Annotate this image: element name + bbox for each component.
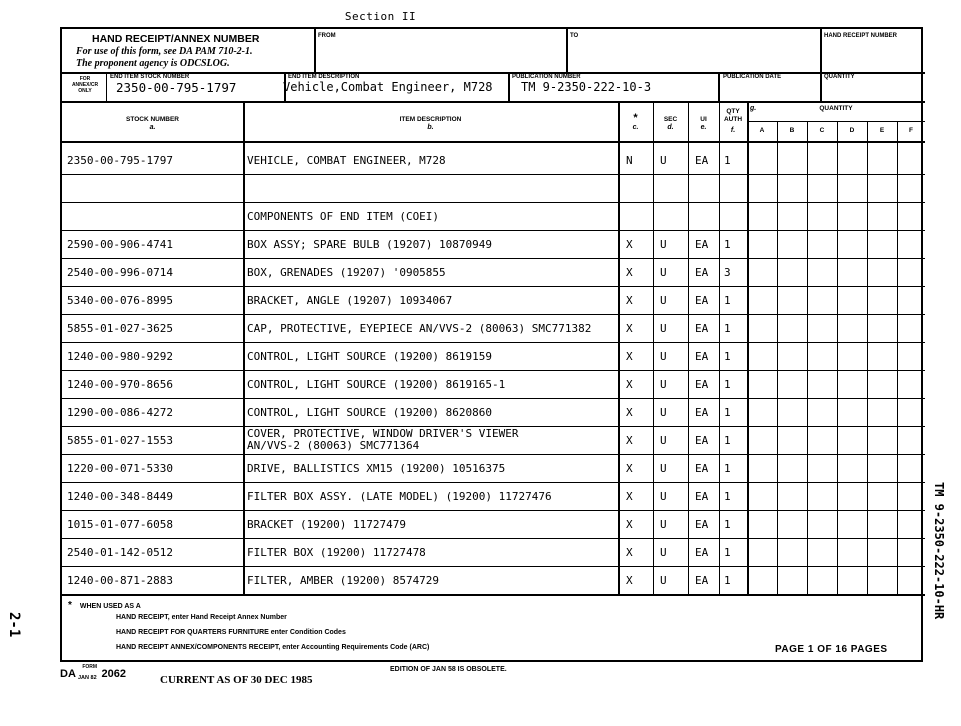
cell-qty-auth: 1 bbox=[724, 489, 731, 503]
cell-ui: EA bbox=[695, 293, 709, 307]
cell-sec: U bbox=[660, 489, 667, 503]
col-sub-a: A bbox=[759, 127, 765, 134]
cell-sec bbox=[660, 174, 686, 202]
col-item-description bbox=[243, 116, 618, 132]
cell-item-description: BRACKET, ANGLE (19207) 10934067 bbox=[247, 293, 453, 307]
cell-star bbox=[626, 202, 651, 230]
cell-item-description: CONTROL, LIGHT SOURCE (19200) 8619159 bbox=[247, 349, 493, 363]
form-id-da: DA bbox=[60, 668, 76, 680]
footnotes bbox=[68, 600, 429, 653]
pub-number-value: TM 9-2350-222-10-3 bbox=[521, 80, 652, 94]
col-qty-auth bbox=[719, 108, 747, 135]
col-sub-b: B bbox=[789, 127, 795, 134]
footnote-line-3: HAND RECEIPT ANNEX/COMPONENTS RECEIPT, enter Accounting Requirements Code (ARC) bbox=[116, 644, 430, 651]
cell-stock-number bbox=[67, 202, 241, 230]
to-label: TO bbox=[570, 33, 579, 39]
footnote-line-2: HAND RECEIPT FOR QUARTERS FURNITURE enter Condition Codes bbox=[116, 629, 346, 636]
for-annex-label bbox=[65, 76, 105, 94]
cell-ui: EA bbox=[695, 461, 709, 475]
cell-ui: EA bbox=[695, 405, 709, 419]
col-sub-e: E bbox=[879, 127, 885, 134]
cell-sec: U bbox=[660, 237, 667, 251]
pub-date-label: PUBLICATION DATE bbox=[723, 74, 782, 80]
cell-star: X bbox=[626, 349, 633, 363]
col-quantity-group: QUANTITY bbox=[819, 105, 853, 112]
col-qty-auth-line-2: AUTH bbox=[723, 116, 743, 123]
cell-stock-number: 1240-00-871-2883 bbox=[67, 573, 173, 587]
cell-star: X bbox=[626, 489, 633, 503]
side-text-left: 2-1 bbox=[6, 612, 22, 638]
cell-sec: U bbox=[660, 349, 667, 363]
form-id-number: 2062 bbox=[101, 668, 127, 680]
cell-qty-auth: 1 bbox=[724, 321, 731, 335]
cell-stock-number: 1290-00-086-4272 bbox=[67, 405, 173, 419]
cell-sec: U bbox=[660, 433, 667, 447]
cell-sec: U bbox=[660, 321, 667, 335]
cell-sec: U bbox=[660, 573, 667, 587]
col-ui bbox=[688, 116, 719, 132]
table-row bbox=[62, 454, 925, 482]
cell-ui: EA bbox=[695, 153, 709, 167]
section-title: Section II bbox=[344, 10, 417, 23]
cell-qty-auth bbox=[724, 174, 746, 202]
col-quantity-g: g. bbox=[750, 105, 757, 112]
table-row bbox=[62, 286, 925, 314]
cell-qty-auth bbox=[724, 202, 746, 230]
col-ui-letter: e. bbox=[700, 124, 707, 131]
for-annex-line-1: FOR bbox=[79, 76, 91, 82]
footnote-heading bbox=[68, 600, 429, 612]
col-sub-d: D bbox=[849, 127, 855, 134]
cell-item-description: BOX, GRENADES (19207) '0905855 bbox=[247, 265, 446, 279]
col-item-description-letter: b. bbox=[427, 124, 434, 131]
cell-stock-number: 1220-00-071-5330 bbox=[67, 461, 173, 475]
cell-stock-number bbox=[67, 174, 241, 202]
col-sub-c: C bbox=[819, 127, 825, 134]
cell-star: X bbox=[626, 377, 633, 391]
table-row bbox=[62, 370, 925, 398]
pub-number-label: PUBLICATION NUMBER bbox=[512, 74, 581, 80]
cell-item-description: FILTER BOX (19200) 11727478 bbox=[247, 545, 426, 559]
table-row bbox=[62, 482, 925, 510]
cell-sec: U bbox=[660, 517, 667, 531]
hand-receipt-form bbox=[60, 27, 923, 662]
cell-qty-auth: 1 bbox=[724, 237, 731, 251]
cell-star: N bbox=[626, 153, 633, 167]
col-item-description-label: ITEM DESCRIPTION bbox=[399, 116, 462, 123]
cell-star: X bbox=[626, 433, 633, 447]
cell-stock-number: 1240-00-980-9292 bbox=[67, 349, 173, 363]
cell-ui bbox=[695, 174, 719, 202]
cell-item-description: FILTER BOX ASSY. (LATE MODEL) (19200) 11727476 bbox=[247, 489, 552, 503]
cell-stock-number: 2350-00-795-1797 bbox=[67, 153, 173, 167]
table-row bbox=[62, 426, 925, 454]
cell-ui: EA bbox=[695, 321, 709, 335]
end-item-desc-label: END ITEM DESCRIPTION bbox=[288, 74, 360, 80]
cell-ui: EA bbox=[695, 573, 709, 587]
cell-star: X bbox=[626, 265, 633, 279]
col-sec-label: SEC bbox=[663, 116, 678, 123]
col-qty-letter: f. bbox=[730, 127, 736, 134]
cell-star bbox=[626, 174, 651, 202]
cell-sec: U bbox=[660, 545, 667, 559]
cell-sec: U bbox=[660, 293, 667, 307]
cell-stock-number: 5855-01-027-3625 bbox=[67, 321, 173, 335]
cell-stock-number: 1240-00-970-8656 bbox=[67, 377, 173, 391]
cell-stock-number: 2590-00-906-4741 bbox=[67, 237, 173, 251]
col-qty-auth-line-1: QTY bbox=[726, 108, 740, 115]
cell-stock-number: 5340-00-076-8995 bbox=[67, 293, 173, 307]
cell-item-description: BOX ASSY; SPARE BULB (19207) 10870949 bbox=[247, 237, 493, 251]
cell-ui: EA bbox=[695, 349, 709, 363]
quantity-label: QUANTITY bbox=[824, 74, 855, 80]
footnote-star: * bbox=[68, 600, 72, 611]
table-row bbox=[62, 314, 925, 342]
cell-sec: U bbox=[660, 265, 667, 279]
cell-qty-auth: 1 bbox=[724, 349, 731, 363]
end-item-stock-label: END ITEM STOCK NUMBER bbox=[110, 74, 190, 80]
form-id-date: JAN 82 bbox=[78, 675, 97, 681]
cell-ui: EA bbox=[695, 489, 709, 503]
cell-ui: EA bbox=[695, 265, 709, 279]
cell-sec: U bbox=[660, 377, 667, 391]
cell-item-description: CONTROL, LIGHT SOURCE (19200) 8620860 bbox=[247, 405, 493, 419]
cell-stock-number: 2540-00-996-0714 bbox=[67, 265, 173, 279]
col-ui-label: UI bbox=[700, 116, 707, 123]
cell-stock-number: 1240-00-348-8449 bbox=[67, 489, 173, 503]
col-sub-f: F bbox=[909, 127, 913, 134]
table-row bbox=[62, 342, 925, 370]
cell-stock-number: 2540-01-142-0512 bbox=[67, 545, 173, 559]
cell-qty-auth: 1 bbox=[724, 405, 731, 419]
table-row bbox=[62, 510, 925, 538]
cell-qty-auth: 1 bbox=[724, 517, 731, 531]
end-item-desc-value: Vehicle,Combat Engineer, M728 bbox=[283, 80, 493, 94]
cell-qty-auth: 1 bbox=[724, 461, 731, 475]
form-id-form-word: FORM bbox=[82, 664, 98, 670]
cell-star: X bbox=[626, 293, 633, 307]
form-subtitle-1: For use of this form, see DA PAM 710-2-1. bbox=[76, 46, 253, 57]
table-row bbox=[62, 566, 925, 594]
cell-item-description: CONTROL, LIGHT SOURCE (19200) 8619165-1 bbox=[247, 377, 506, 391]
cell-qty-auth: 1 bbox=[724, 433, 731, 447]
col-sec-letter: d. bbox=[667, 124, 674, 131]
table-row bbox=[62, 146, 925, 174]
from-label: FROM bbox=[318, 33, 336, 39]
col-stock-number-letter: a. bbox=[149, 124, 156, 131]
cell-item-description bbox=[247, 174, 617, 202]
cell-qty-auth: 1 bbox=[724, 545, 731, 559]
end-item-stock-value: 2350-00-795-1797 bbox=[116, 80, 237, 95]
cell-item-description bbox=[247, 426, 617, 454]
form-title: HAND RECEIPT/ANNEX NUMBER bbox=[92, 33, 260, 45]
col-sec bbox=[653, 116, 688, 132]
cell-item-description: BRACKET (19200) 11727479 bbox=[247, 517, 406, 531]
table-row bbox=[62, 538, 925, 566]
cell-stock-number: 5855-01-027-1553 bbox=[67, 433, 173, 447]
cell-ui: EA bbox=[695, 237, 709, 251]
col-star-label: * bbox=[633, 112, 638, 124]
cell-qty-auth: 1 bbox=[724, 377, 731, 391]
hand-receipt-number-label: HAND RECEIPT NUMBER bbox=[824, 33, 898, 39]
cell-stock-number: 1015-01-077-6058 bbox=[67, 517, 173, 531]
footnote-heading-text: WHEN USED AS A bbox=[79, 603, 141, 610]
cell-ui: EA bbox=[695, 433, 709, 447]
edition-note: EDITION OF JAN 58 IS OBSOLETE. bbox=[390, 666, 507, 673]
table-row bbox=[62, 230, 925, 258]
col-stock-number-label: STOCK NUMBER bbox=[126, 116, 179, 123]
cell-item-description-line-1: COVER, PROTECTIVE, WINDOW DRIVER'S VIEWER bbox=[247, 427, 519, 440]
cell-star: X bbox=[626, 405, 633, 419]
cell-item-description: DRIVE, BALLISTICS XM15 (19200) 10516375 bbox=[247, 461, 506, 475]
cell-star: X bbox=[626, 321, 633, 335]
cell-qty-auth: 1 bbox=[724, 153, 731, 167]
current-as-of: CURRENT AS OF 30 DEC 1985 bbox=[160, 674, 313, 686]
table-row bbox=[62, 258, 925, 286]
cell-sec: U bbox=[660, 461, 667, 475]
cell-star: X bbox=[626, 545, 633, 559]
col-star-letter: c. bbox=[632, 124, 639, 131]
table-row bbox=[62, 398, 925, 426]
cell-qty-auth: 3 bbox=[724, 265, 731, 279]
table-row bbox=[62, 202, 925, 230]
page-indicator: PAGE 1 OF 16 PAGES bbox=[775, 644, 888, 655]
cell-item-description: FILTER, AMBER (19200) 8574729 bbox=[247, 573, 440, 587]
for-annex-line-3: ONLY bbox=[78, 88, 92, 94]
cell-qty-auth: 1 bbox=[724, 293, 731, 307]
cell-sec: U bbox=[660, 405, 667, 419]
cell-ui: EA bbox=[695, 377, 709, 391]
cell-sec: U bbox=[660, 153, 667, 167]
cell-star: X bbox=[626, 517, 633, 531]
cell-item-description: COMPONENTS OF END ITEM (COEI) bbox=[247, 209, 440, 223]
cell-star: X bbox=[626, 461, 633, 475]
cell-star: X bbox=[626, 237, 633, 251]
cell-star: X bbox=[626, 573, 633, 587]
cell-item-description: VEHICLE, COMBAT ENGINEER, M728 bbox=[247, 153, 446, 167]
footnote-line-1: HAND RECEIPT, enter Hand Receipt Annex Number bbox=[116, 614, 287, 621]
for-annex-line-2: ANNEX/CR bbox=[71, 82, 99, 88]
cell-sec bbox=[660, 202, 686, 230]
cell-qty-auth: 1 bbox=[724, 573, 731, 587]
col-stock-number bbox=[62, 116, 243, 132]
cell-ui: EA bbox=[695, 545, 709, 559]
table-row bbox=[62, 174, 925, 202]
cell-ui bbox=[695, 202, 719, 230]
cell-item-description: CAP, PROTECTIVE, EYEPIECE AN/VVS-2 (80063) SMC771382 bbox=[247, 321, 592, 335]
col-star bbox=[618, 113, 653, 132]
side-text-right: TM 9-2350-222-10-HR bbox=[932, 482, 946, 620]
cell-ui: EA bbox=[695, 517, 709, 531]
cell-item-description-line-2: AN/VVS-2 (80063) SMC771364 bbox=[247, 439, 420, 452]
form-subtitle-2: The proponent agency is ODCSLOG. bbox=[76, 58, 230, 69]
